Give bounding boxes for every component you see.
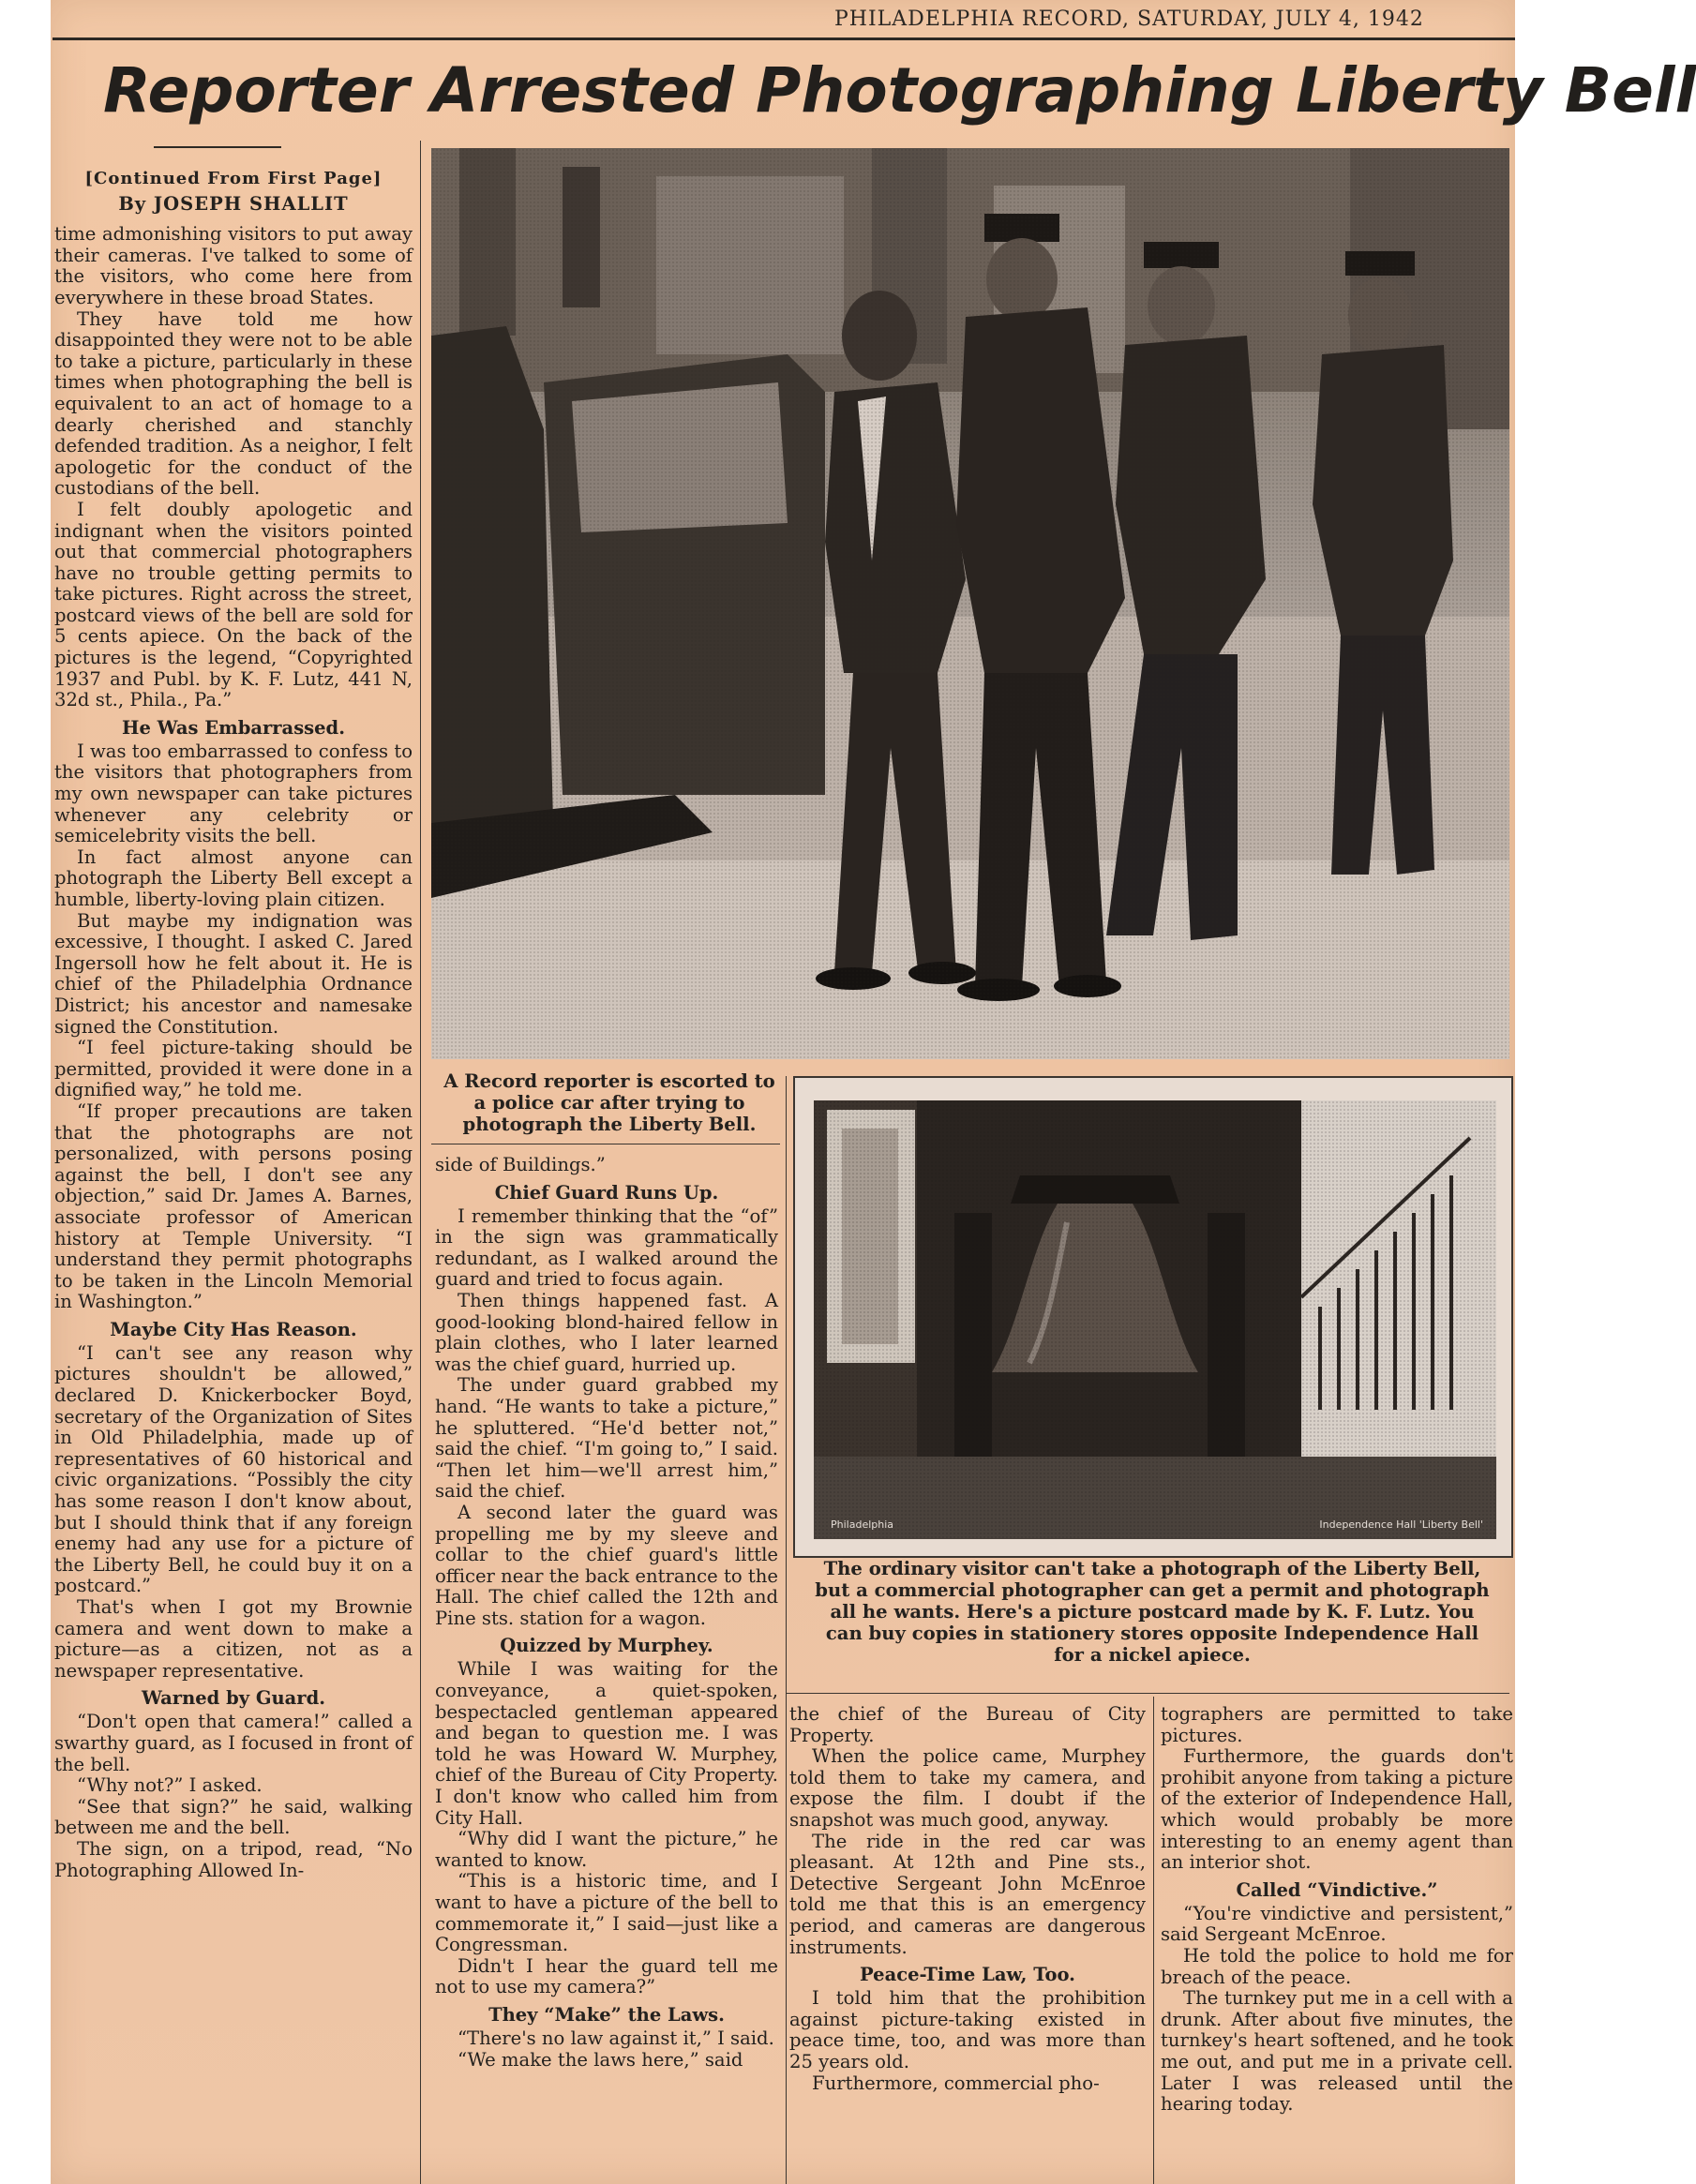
photo2-caption: The ordinary visitor can't take a photograph of the Liberty Bell, but a commercial photographer can get a permit and photograph all he wants. Here's a picture postcard made by K. F. Lutz. You can buy copies in stationery stores opposite Independence Hall for a nickel apiece.	[815, 1558, 1490, 1666]
caption-rule-2	[786, 1693, 1509, 1694]
continued-note: [Continued From First Page]	[84, 169, 383, 188]
photo1-caption: A Record reporter is escorted to a police car after trying to photograph the Liberty Bell.	[443, 1070, 775, 1135]
paragraph: time admonishing visitors to put away their cameras. I've talked to some of the visitors, who come here from everywhere in these broad States.	[54, 223, 413, 308]
paragraph: Furthermore, the guards don't prohibit anyone from taking a picture of the exterior of Independence Hall, which would probably be more interesting to an enemy agent than an interior shot.	[1161, 1745, 1513, 1874]
byline: By JOSEPH SHALLIT	[118, 192, 349, 215]
subhead: They “Make” the Laws.	[488, 2003, 725, 2026]
paragraph: “Don't open that camera!” called a swarthy guard, as I focused in front of the bell.	[54, 1711, 413, 1775]
subhead: Chief Guard Runs Up.	[494, 1181, 719, 1204]
paragraph: A second later the guard was propelling me by my sleeve and collar to the chief guard's little officer near the back entrance to the Hall. The chief called the 12th and Pine sts. station for a wagon.	[435, 1501, 778, 1629]
paragraph: “This is a historic time, and I want to have a picture of the bell to commemorate it,” I said—just like a Congressman.	[435, 1870, 778, 1956]
article-column-3	[789, 1704, 1146, 2094]
headline: Reporter Arrested Photographing Liberty Bell	[103, 54, 1696, 127]
paragraph: That's when I got my Brownie camera and went down to make a picture—as a citizen, not as a newspaper representative.	[54, 1596, 413, 1682]
paragraph: He told the police to hold me for breach of the peace.	[1161, 1944, 1513, 1988]
subhead: Quizzed by Murphey.	[500, 1635, 713, 1657]
paragraph: side of Buildings.”	[435, 1154, 606, 1175]
paragraph: “I can't see any reason why pictures shouldn't be allowed,” declared D. Knickerbocker Boyd, secretary of the Organization of Sites in Old Philadelphia, made up of representatives of 60 historical and civic organizations. “Possibly the city has some reason I don't know about, but I should think that if any foreign enemy had any use for a picture of the Liberty Bell, he could buy it on a postcard.”	[54, 1341, 413, 1597]
paragraph: “If proper precautions are taken that the photographs are not personalized, with persons posing against the bell, I don't see any objection,” said Dr. James A. Barnes, associate professor of American history at Temple University. “I understand they permit photographs to be taken in the Lincoln Memorial in Washington.”	[54, 1099, 413, 1313]
paragraph: I was too embarrassed to confess to the visitors that photographers from my own newspaper can take pictures whenever any celebrity or semicelebrity visits the bell.	[54, 740, 413, 847]
paragraph: The turnkey put me in a cell with a drunk. After about five minutes, the turnkey's heart softened, and he took me out, and put me in a private cell. Later I was released until the hearing today.	[1161, 1987, 1513, 2116]
column-rule	[786, 1076, 787, 2184]
top-rule	[53, 37, 1515, 40]
headline-rule	[154, 146, 281, 148]
subhead: Called “Vindictive.”	[1236, 1878, 1438, 1901]
paragraph: They have told me how disappointed they were not to be able to take a picture, particularly in these times when photographing the bell is equivalent to an act of homage to a dearly cherished and stanchly defended tradition. As a neighor, I felt apologetic for the conduct of the custodians of the bell.	[54, 307, 413, 500]
article-column-4	[1161, 1704, 1513, 2116]
paragraph: “There's no law against it,” I said.	[458, 2027, 774, 2049]
postcard-left-label: Philadelphia	[831, 1518, 894, 1531]
paragraph: The under guard grabbed my hand. “He wants to take a picture,” he spluttered. “He'd better not,” said the chief. “I'm going to,” I said. “Then let him—we'll arrest him,” said the chief.	[435, 1374, 778, 1503]
paragraph: The ride in the red car was pleasant. At 12th and Pine sts., Detective Sergeant John McEnroe told me that this is an emergency period, and cameras are dangerous instruments.	[789, 1830, 1146, 1958]
article-column-2	[435, 1155, 778, 2071]
paragraph: Furthermore, commercial pho-	[812, 2072, 1100, 2094]
paragraph: I told him that the prohibition against picture-taking existed in peace time, too, and was more than 25 years old.	[789, 1987, 1146, 2072]
article-column-1	[54, 152, 413, 1881]
postcard-illustration	[814, 1100, 1496, 1539]
paragraph: the chief of the Bureau of City Property.	[789, 1703, 1146, 1746]
paragraph: “You're vindictive and persistent,” said Sergeant McEnroe.	[1161, 1902, 1513, 1946]
paragraph: “Why not?” I asked.	[77, 1774, 263, 1797]
paragraph: Then things happened fast. A good-looking blond-haired fellow in plain clothes, who I later learned was the chief guard, hurried up.	[435, 1289, 778, 1375]
paragraph: In fact almost anyone can photograph the Liberty Bell except a humble, liberty-loving plain citizen.	[54, 845, 413, 910]
subhead: Maybe City Has Reason.	[110, 1318, 357, 1340]
liberty-bell-postcard-photo	[814, 1100, 1496, 1539]
column-rule	[420, 141, 421, 2184]
paragraph: tographers are permitted to take pictures.	[1161, 1703, 1513, 1746]
paragraph: When the police came, Murphey told them to take my camera, and expose the film. I doubt if the snapshot was much good, anyway.	[789, 1745, 1146, 1831]
subhead: Warned by Guard.	[141, 1687, 326, 1710]
paragraph: “See that sign?” he said, walking between me and the bell.	[54, 1795, 413, 1839]
paragraph: While I was waiting for the conveyance, a quiet-spoken, bespectacled gentleman appeared and began to question me. I was told he was Howard W. Murphey, chief of the Bureau of City Property. I don't know who called him from City Hall.	[435, 1658, 778, 1829]
postcard-right-label: Independence Hall 'Liberty Bell'	[1319, 1518, 1483, 1531]
photo-illustration	[431, 148, 1509, 1059]
column-rule	[1153, 1697, 1154, 2184]
paragraph: “We make the laws here,” said	[458, 2048, 743, 2071]
subhead: Peace-Time Law, Too.	[860, 1964, 1075, 1986]
paragraph: I felt doubly apologetic and indignant when the visitors pointed out that commercial photographers have no trouble getting permits to take pictures. Right across the street, postcard views of the bell are sold for 5 cents apiece. On the back of the pictures is the legend, “Copyrighted 1937 and Publ. by K. F. Lutz, 441 N, 32d st., Phila., Pa.”	[54, 498, 413, 711]
paragraph: “I feel picture-taking should be permitted, provided it were done in a dignified way,” he told me.	[54, 1037, 413, 1101]
dateline: PHILADELPHIA RECORD, SATURDAY, JULY 4, 1942	[834, 7, 1424, 31]
paragraph: Didn't I hear the guard tell me not to use my camera?”	[435, 1954, 778, 1998]
reporter-escorted-photo	[431, 148, 1509, 1059]
paragraph: “Why did I want the picture,” he wanted to know.	[435, 1828, 778, 1871]
paragraph: But maybe my indignation was excessive, I thought. I asked C. Jared Ingersoll how he felt about it. He is chief of the Philadelphia Ordnance District; his ancestor and namesake signed the Constitution.	[54, 909, 413, 1038]
paragraph: I remember thinking that the “of” in the sign was grammatically redundant, as I walked around the guard and tried to focus again.	[435, 1204, 778, 1291]
subhead: He Was Embarrassed.	[122, 716, 345, 739]
paragraph: The sign, on a tripod, read, “No Photographing Allowed In-	[54, 1837, 413, 1881]
